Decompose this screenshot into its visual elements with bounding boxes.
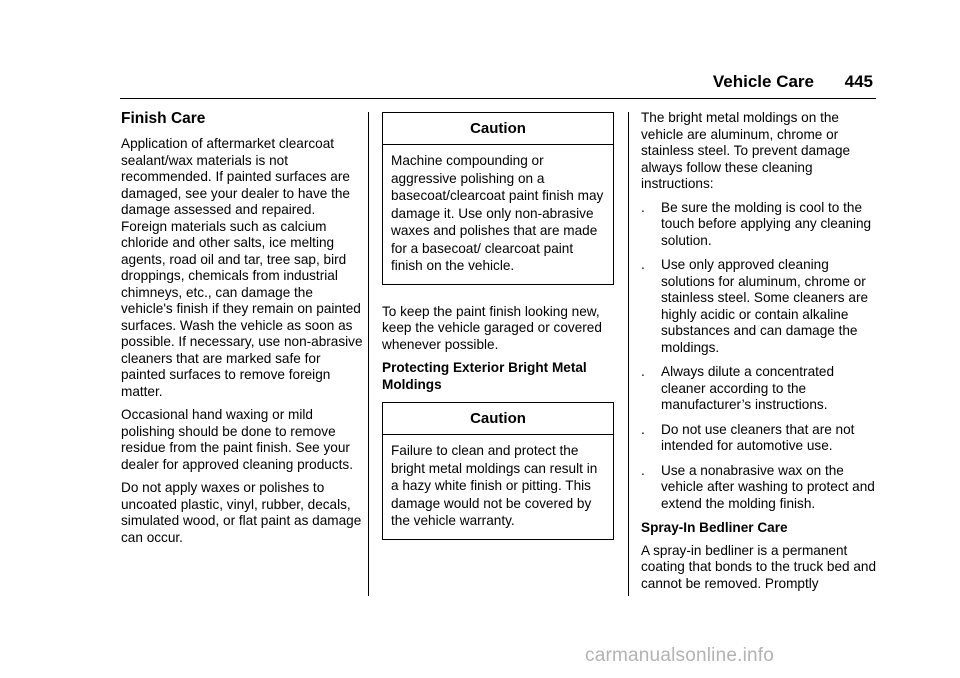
paragraph: To keep the paint finish looking new, keep the vehicle garaged or covered whenever possible. (382, 303, 602, 352)
section-title: Vehicle Care (712, 72, 814, 91)
list-item (641, 257, 877, 356)
section-heading: Finish Care (121, 110, 206, 127)
subheading: Protecting Exterior Bright Metal Moldings (382, 360, 587, 392)
header-rule (120, 98, 876, 99)
caution-title: Caution (383, 113, 613, 145)
list-item-text: Always dilute a concentrated cleaner according to the manufacturer’s instructions. (661, 364, 835, 412)
caution-box (382, 402, 614, 540)
paragraph: Occasional hand waxing or mild polishing should be done to remove residue from the paint finish. See your dealer for approved cleaning products. (121, 407, 353, 472)
bullet-list (641, 200, 877, 513)
caution-body: Machine compounding or aggressive polishing on a basecoat/clearcoat paint finish may damage it. Use only non-abrasive waxes and polishes that are made for a basecoat/ clearcoat paint finish on the vehicle. (391, 153, 604, 273)
column-3 (641, 110, 877, 599)
paragraph: Application of aftermarket clearcoat sealant/wax materials is not recommended. If painted surfaces are damaged, see your dealer to have the damage assessed and repaired. Foreign materials such as calcium chloride and other salts, ice melting agents, road oil and tar, tree sap, bird droppings, chemicals from industrial chimneys, etc., can damage the vehicle's finish if they remain on painted surfaces. Wash the vehicle as soon as possible. If necessary, use non-abrasive cleaners that are marked safe for painted surfaces to remove foreign matter. (121, 136, 363, 399)
bullet-marker: . (641, 257, 645, 272)
paragraph: A spray-in bedliner is a permanent coating that bonds to the truck bed and cannot be removed. Promptly (641, 542, 877, 591)
paragraph: Do not apply waxes or polishes to uncoated plastic, vinyl, rubber, decals, simulated wood, or flat paint as damage can occur. (121, 480, 362, 545)
caution-body: Failure to clean and protect the bright metal moldings can result in a hazy white finish or pitting. This damage would not be covered by the vehicle warranty. (391, 443, 598, 528)
bullet-marker: . (641, 199, 645, 215)
column-1 (121, 110, 363, 553)
list-item-text: Do not use cleaners that are not intended for automotive use. (661, 421, 855, 453)
watermark: carmanualsonline.info (585, 645, 775, 666)
caution-title: Caution (383, 403, 613, 435)
bullet-marker: . (641, 462, 645, 478)
column-2 (382, 112, 618, 540)
page-number: 445 (844, 72, 873, 91)
list-item (641, 200, 877, 250)
bullet-marker: . (641, 364, 645, 379)
list-item (641, 364, 877, 414)
column-divider (628, 112, 629, 596)
subheading: Spray-In Bedliner Care (641, 520, 788, 535)
list-item (641, 463, 877, 513)
paragraph: The bright metal moldings on the vehicle are aluminum, chrome or stainless steel. To prevent damage always follow these cleaning instructions: (641, 110, 851, 191)
list-item-text: Use a nonabrasive wax on the vehicle after washing to protect and extend the molding finish. (661, 462, 875, 511)
column-divider (368, 112, 369, 596)
caution-box (382, 112, 614, 285)
list-item-text: Use only approved cleaning solutions for aluminum, chrome or stainless steel. Some cleaners are highly acidic or contain alkaline substances and can damage the moldings. (661, 257, 869, 355)
list-item-text: Be sure the molding is cool to the touch before applying any cleaning solution. (661, 199, 872, 248)
bullet-marker: . (641, 421, 645, 437)
list-item (641, 422, 877, 455)
page-header (120, 72, 876, 96)
